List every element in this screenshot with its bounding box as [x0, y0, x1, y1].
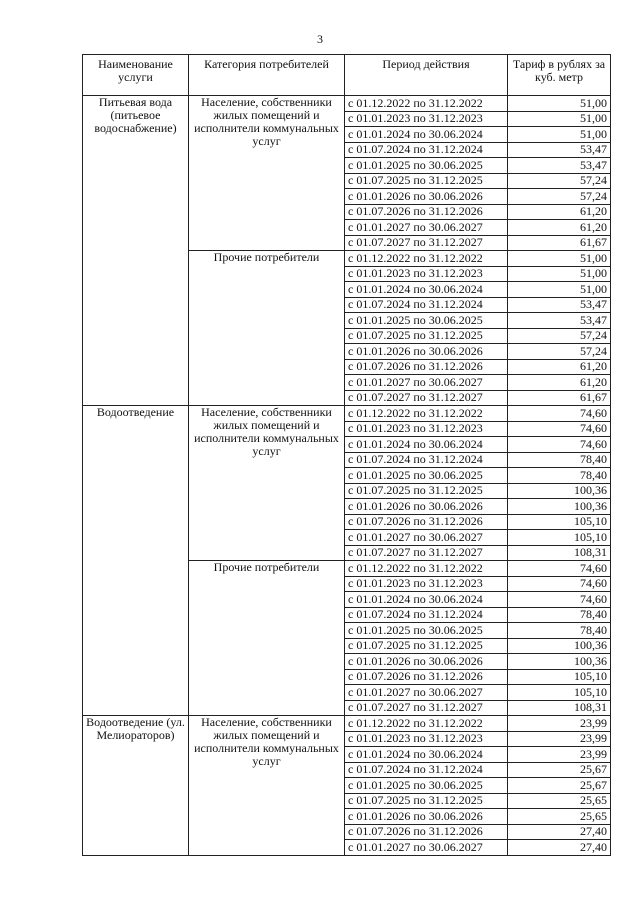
consumer-category-cell: Население, собственники жилых помещений и исполнители коммунальных услуг [189, 406, 345, 561]
period-cell: с 01.01.2027 по 30.06.2027 [345, 840, 508, 856]
tariff-cell: 57,24 [508, 189, 611, 205]
tariff-cell: 25,65 [508, 809, 611, 825]
tariff-cell: 61,67 [508, 390, 611, 406]
period-cell: с 01.01.2023 по 31.12.2023 [345, 731, 508, 747]
period-cell: с 01.07.2024 по 31.12.2024 [345, 142, 508, 158]
period-cell: с 01.01.2026 по 30.06.2026 [345, 499, 508, 515]
tariff-cell: 100,36 [508, 499, 611, 515]
period-cell: с 01.01.2026 по 30.06.2026 [345, 809, 508, 825]
tariff-cell: 57,24 [508, 344, 611, 360]
tariff-cell: 78,40 [508, 607, 611, 623]
period-cell: с 01.01.2026 по 30.06.2026 [345, 189, 508, 205]
period-cell: с 01.01.2027 по 30.06.2027 [345, 375, 508, 391]
tariff-cell: 27,40 [508, 840, 611, 856]
tariff-cell: 53,47 [508, 313, 611, 329]
period-cell: с 01.01.2027 по 30.06.2027 [345, 685, 508, 701]
tariff-cell: 23,99 [508, 716, 611, 732]
period-cell: с 01.01.2025 по 30.06.2025 [345, 468, 508, 484]
tariff-cell: 25,67 [508, 762, 611, 778]
tariff-cell: 100,36 [508, 638, 611, 654]
period-cell: с 01.01.2025 по 30.06.2025 [345, 313, 508, 329]
period-cell: с 01.01.2026 по 30.06.2026 [345, 344, 508, 360]
consumer-category-cell: Население, собственники жилых помещений и исполнители коммунальных услуг [189, 96, 345, 251]
tariff-cell: 53,47 [508, 142, 611, 158]
tariff-cell: 25,65 [508, 793, 611, 809]
period-cell: с 01.07.2026 по 31.12.2026 [345, 669, 508, 685]
tariff-cell: 27,40 [508, 824, 611, 840]
tariff-cell: 23,99 [508, 731, 611, 747]
period-cell: с 01.07.2024 по 31.12.2024 [345, 452, 508, 468]
period-cell: с 01.01.2023 по 31.12.2023 [345, 576, 508, 592]
period-cell: с 01.01.2026 по 30.06.2026 [345, 654, 508, 670]
consumer-category-cell: Прочие потребители [189, 251, 345, 406]
service-name-cell: Питьевая вода (питьевое водоснабжение) [83, 96, 189, 406]
tariff-cell: 51,00 [508, 266, 611, 282]
period-cell: с 01.07.2026 по 31.12.2026 [345, 824, 508, 840]
tariff-cell: 51,00 [508, 251, 611, 267]
tariff-cell: 61,20 [508, 204, 611, 220]
consumer-category-cell: Население, собственники жилых помещений и исполнители коммунальных услуг [189, 716, 345, 856]
period-cell: с 01.01.2024 по 30.06.2024 [345, 592, 508, 608]
consumer-category-cell: Прочие потребители [189, 561, 345, 716]
tariff-cell: 51,00 [508, 111, 611, 127]
tariff-cell: 105,10 [508, 669, 611, 685]
period-cell: с 01.07.2025 по 31.12.2025 [345, 483, 508, 499]
tariff-cell: 51,00 [508, 127, 611, 143]
tariff-cell: 100,36 [508, 483, 611, 499]
period-cell: с 01.07.2027 по 31.12.2027 [345, 390, 508, 406]
tariff-cell: 57,24 [508, 328, 611, 344]
period-cell: с 01.12.2022 по 31.12.2022 [345, 561, 508, 577]
tariff-cell: 53,47 [508, 158, 611, 174]
table-row [83, 716, 611, 732]
tariff-cell: 61,67 [508, 235, 611, 251]
header-category: Категория потребителей [189, 55, 345, 96]
period-cell: с 01.12.2022 по 31.12.2022 [345, 716, 508, 732]
tariff-cell: 61,20 [508, 359, 611, 375]
period-cell: с 01.01.2024 по 30.06.2024 [345, 747, 508, 763]
period-cell: с 01.07.2027 по 31.12.2027 [345, 235, 508, 251]
period-cell: с 01.07.2025 по 31.12.2025 [345, 793, 508, 809]
tariff-cell: 100,36 [508, 654, 611, 670]
period-cell: с 01.01.2023 по 31.12.2023 [345, 421, 508, 437]
tariff-cell: 108,31 [508, 700, 611, 716]
tariff-cell: 105,10 [508, 514, 611, 530]
period-cell: с 01.07.2026 по 31.12.2026 [345, 204, 508, 220]
tariff-cell: 74,60 [508, 421, 611, 437]
period-cell: с 01.01.2023 по 31.12.2023 [345, 266, 508, 282]
header-service: Наименование услуги [83, 55, 189, 96]
tariff-table [82, 54, 611, 856]
tariff-cell: 53,47 [508, 297, 611, 313]
period-cell: с 01.01.2024 по 30.06.2024 [345, 127, 508, 143]
tariff-cell: 74,60 [508, 561, 611, 577]
tariff-cell: 57,24 [508, 173, 611, 189]
tariff-cell: 105,10 [508, 685, 611, 701]
period-cell: с 01.01.2024 по 30.06.2024 [345, 282, 508, 298]
period-cell: с 01.07.2024 по 31.12.2024 [345, 762, 508, 778]
period-cell: с 01.01.2027 по 30.06.2027 [345, 530, 508, 546]
period-cell: с 01.07.2027 по 31.12.2027 [345, 700, 508, 716]
period-cell: с 01.01.2024 по 30.06.2024 [345, 437, 508, 453]
tariff-cell: 23,99 [508, 747, 611, 763]
table-header-row [83, 55, 611, 96]
tariff-cell: 108,31 [508, 545, 611, 561]
period-cell: с 01.12.2022 по 31.12.2022 [345, 251, 508, 267]
period-cell: с 01.07.2024 по 31.12.2024 [345, 297, 508, 313]
period-cell: с 01.01.2025 по 30.06.2025 [345, 778, 508, 794]
period-cell: с 01.07.2026 по 31.12.2026 [345, 514, 508, 530]
period-cell: с 01.01.2025 по 30.06.2025 [345, 158, 508, 174]
tariff-cell: 78,40 [508, 623, 611, 639]
tariff-cell: 78,40 [508, 468, 611, 484]
tariff-cell: 105,10 [508, 530, 611, 546]
service-name-cell: Водоотведение (ул. Мелиораторов) [83, 716, 189, 856]
service-name-cell: Водоотведение [83, 406, 189, 716]
period-cell: с 01.01.2027 по 30.06.2027 [345, 220, 508, 236]
header-period: Период действия [345, 55, 508, 96]
header-tariff: Тариф в рублях за куб. метр [508, 55, 611, 96]
tariff-table-body [83, 96, 611, 856]
tariff-cell: 51,00 [508, 96, 611, 112]
period-cell: с 01.12.2022 по 31.12.2022 [345, 96, 508, 112]
period-cell: с 01.01.2025 по 30.06.2025 [345, 623, 508, 639]
table-row [83, 406, 611, 422]
tariff-cell: 61,20 [508, 220, 611, 236]
period-cell: с 01.07.2027 по 31.12.2027 [345, 545, 508, 561]
tariff-cell: 74,60 [508, 592, 611, 608]
tariff-cell: 51,00 [508, 282, 611, 298]
period-cell: с 01.12.2022 по 31.12.2022 [345, 406, 508, 422]
table-row [83, 96, 611, 112]
tariff-cell: 25,67 [508, 778, 611, 794]
tariff-cell: 61,20 [508, 375, 611, 391]
page-number: 3 [317, 32, 323, 46]
tariff-cell: 74,60 [508, 406, 611, 422]
tariff-cell: 74,60 [508, 576, 611, 592]
period-cell: с 01.07.2025 по 31.12.2025 [345, 328, 508, 344]
period-cell: с 01.07.2024 по 31.12.2024 [345, 607, 508, 623]
period-cell: с 01.07.2026 по 31.12.2026 [345, 359, 508, 375]
tariff-cell: 74,60 [508, 437, 611, 453]
tariff-cell: 78,40 [508, 452, 611, 468]
period-cell: с 01.07.2025 по 31.12.2025 [345, 173, 508, 189]
period-cell: с 01.01.2023 по 31.12.2023 [345, 111, 508, 127]
period-cell: с 01.07.2025 по 31.12.2025 [345, 638, 508, 654]
